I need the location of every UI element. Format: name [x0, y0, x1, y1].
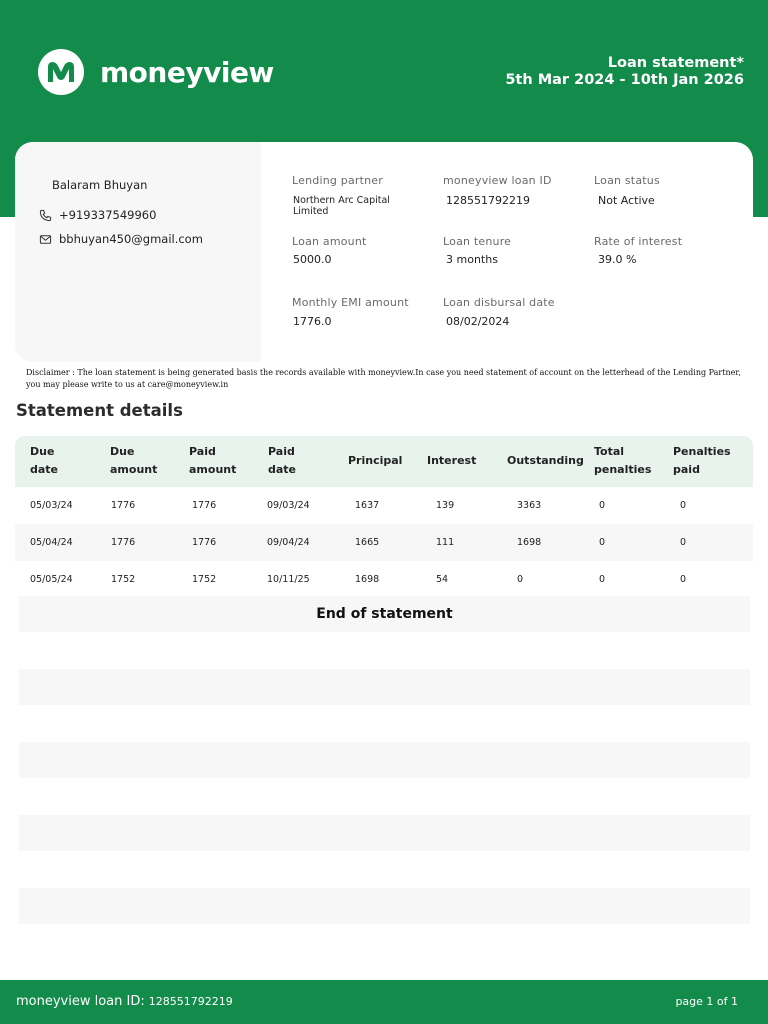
brand-logo [38, 49, 274, 95]
header-due-date: Due date [30, 445, 59, 476]
moneyview-m-logo-icon [38, 49, 84, 95]
email-address: bbhuyan450@gmail.com [59, 232, 203, 246]
cell-due-date: 05/03/24 [30, 500, 73, 511]
header-principal: Principal [348, 454, 403, 467]
disbursal-date-label: Loan disbursal date [443, 296, 555, 309]
loan-id-label: moneyview loan ID [443, 174, 552, 187]
cell-due-date: 05/05/24 [30, 574, 73, 585]
statement-title: Loan statement* [607, 55, 744, 71]
loan-amount-value: 5000.0 [293, 253, 332, 266]
loan-id-value: 128551792219 [446, 194, 530, 207]
disclaimer-text: Disclaimer : The loan statement is being generated basis the records available with moneyview.In case you need statement of account on the letterhead of the Lending Partner, you may please write to us at care@moneyview.in [26, 368, 741, 389]
loan-tenure-value: 3 months [446, 253, 498, 266]
customer-phone [39, 208, 156, 222]
loan-summary-card [15, 142, 753, 362]
cell-paid-date: 10/11/25 [267, 574, 310, 585]
cell-paid-date: 09/04/24 [267, 537, 310, 548]
cell-penalties-paid: 0 [680, 500, 687, 511]
empty-row-stripe [19, 669, 750, 705]
lending-partner-value: Northern Arc Capital Limited [293, 195, 390, 217]
cell-due-date: 05/04/24 [30, 537, 73, 548]
cell-total-penalties: 0 [599, 537, 606, 548]
footer-loan-id-value: 128551792219 [148, 995, 233, 1008]
phone-icon [39, 209, 52, 222]
table-row [15, 487, 753, 524]
statement-details-title: Statement details [16, 401, 183, 420]
cell-interest: 139 [436, 500, 455, 511]
cell-paid-amount: 1752 [192, 574, 217, 585]
cell-outstanding: 0 [517, 574, 524, 585]
header-paid-amount: Paid amount [189, 445, 237, 476]
empty-row-stripe [19, 888, 750, 924]
loan-status-value: Not Active [598, 194, 655, 207]
empty-row-stripe [19, 742, 750, 778]
header-penalties-paid: Penalties paid [673, 445, 731, 476]
footer-loan-id [16, 994, 233, 1009]
cell-penalties-paid: 0 [680, 537, 687, 548]
interest-rate-value: 39.0 % [598, 253, 637, 266]
monthly-emi-value: 1776.0 [293, 315, 332, 328]
cell-outstanding: 1698 [517, 537, 542, 548]
customer-name: Balaram Bhuyan [52, 178, 148, 192]
header-due-amount: Due amount [110, 445, 158, 476]
brand-name: moneyview [100, 55, 274, 89]
cell-due-amount: 1776 [111, 537, 136, 548]
loan-amount-label: Loan amount [292, 235, 367, 248]
statement-period: 5th Mar 2024 - 10th Jan 2026 [505, 72, 744, 88]
loan-status-label: Loan status [594, 174, 660, 187]
cell-principal: 1698 [355, 574, 380, 585]
end-of-statement-text: End of statement [316, 606, 453, 622]
header-outstanding: Outstanding [507, 454, 584, 467]
cell-outstanding: 3363 [517, 500, 542, 511]
cell-total-penalties: 0 [599, 500, 606, 511]
statement-table [15, 436, 753, 598]
cell-paid-amount: 1776 [192, 537, 217, 548]
header-total-penalties: Total penalties [594, 445, 652, 476]
interest-rate-label: Rate of interest [594, 235, 683, 248]
customer-email [39, 232, 203, 246]
cell-principal: 1637 [355, 500, 380, 511]
cell-interest: 54 [436, 574, 449, 585]
cell-paid-date: 09/03/24 [267, 500, 310, 511]
cell-paid-amount: 1776 [192, 500, 217, 511]
cell-total-penalties: 0 [599, 574, 606, 585]
cell-interest: 111 [436, 537, 455, 548]
cell-due-amount: 1776 [111, 500, 136, 511]
header-paid-date: Paid date [268, 445, 297, 476]
disbursal-date-value: 08/02/2024 [446, 315, 510, 328]
table-header [15, 436, 753, 487]
page-number: page 1 of 1 [675, 995, 738, 1008]
cell-due-amount: 1752 [111, 574, 136, 585]
empty-row-stripe [19, 815, 750, 851]
footer-loan-id-label: moneyview loan ID: [16, 994, 145, 1009]
cell-penalties-paid: 0 [680, 574, 687, 585]
phone-number: +919337549960 [59, 208, 157, 222]
mail-icon [39, 233, 52, 246]
statement-heading [505, 55, 744, 89]
footer-bar [0, 980, 768, 1024]
table-row [15, 524, 753, 561]
customer-panel [15, 142, 261, 362]
header-interest: Interest [427, 454, 477, 467]
lending-partner-label: Lending partner [292, 174, 383, 187]
loan-tenure-label: Loan tenure [443, 235, 512, 248]
monthly-emi-label: Monthly EMI amount [292, 296, 409, 309]
table-row [15, 561, 753, 598]
cell-principal: 1665 [355, 537, 380, 548]
